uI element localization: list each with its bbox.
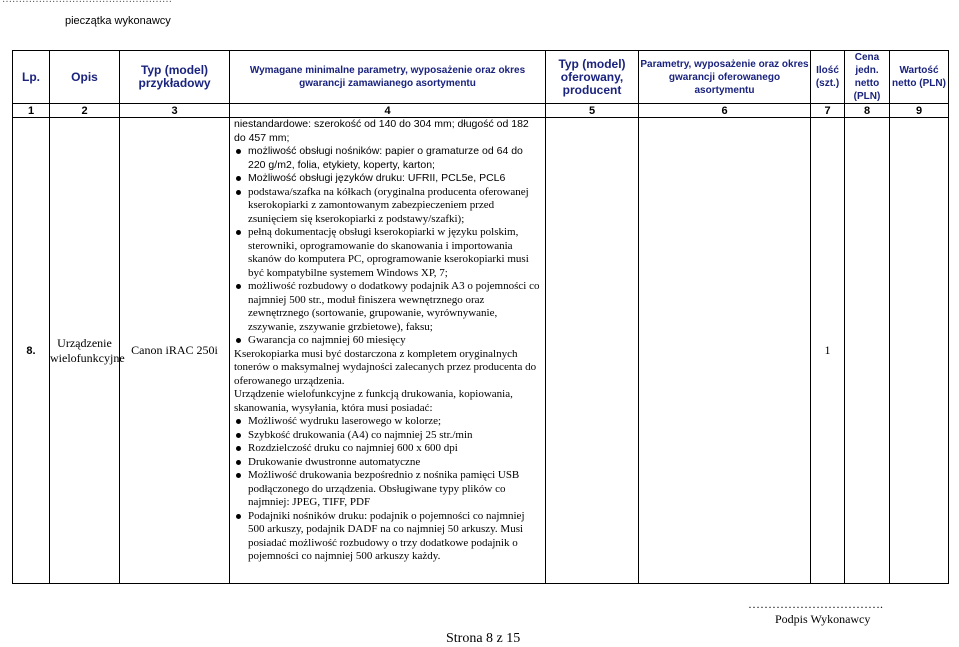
- column-number-row: [13, 104, 949, 118]
- bullet-item: możliwość obsługi nośników: papier o gramaturze od 64 do 220 g/m2, folia, etykiety, koperty, karton;: [234, 145, 541, 172]
- row-opis: Urządzenie wielofunkcyjne: [50, 118, 120, 584]
- column-number: 8: [845, 104, 890, 118]
- top-dotted-line: [2, 0, 172, 5]
- description-paragraph: niestandardowe: szerokość od 140 do 304 mm; długość od 182 do 457 mm;: [234, 118, 529, 144]
- bullet-item: możliwość rozbudowy o dodatkowy podajnik A3 o pojemności co najmniej 500 str., moduł finiszera wewnętrznego oraz zewnętrznego (sortowanie, grupowanie, wyrównywanie, zszywanie, zszywanie grzbietowe), faksu;: [234, 280, 541, 334]
- header-row: [13, 51, 949, 104]
- bullet-item: Szybkość drukowania (A4) co najmniej 25 str./min: [234, 429, 541, 443]
- bullet-item: Możliwość obsługi języków druku: UFRII, PCL5e, PCL6: [234, 172, 541, 186]
- specification-table: [12, 50, 949, 584]
- description-paragraph: Kserokopiarka musi być dostarczona z kompletem oryginalnych tonerów o maksymalnej wydajności zalecanych przez producenta do oferowanego urządzenia.: [234, 347, 537, 387]
- bullet-item: Rozdzielczość druku co najmniej 600 x 600 dpi: [234, 442, 541, 456]
- stamp-label: pieczątka wykonawcy: [65, 15, 171, 27]
- column-number: 1: [13, 104, 50, 118]
- column-number: 9: [890, 104, 949, 118]
- column-number: 5: [546, 104, 639, 118]
- bullet-item: Możliwość drukowania bezpośrednio z nośnika pamięci USB podłączonego do urządzenia. Obsługiwane typy plików co najmniej: JPEG, TIFF, PDF: [234, 469, 541, 510]
- row-ilosc: 1: [811, 118, 845, 584]
- bullet-item: Możliwość wydruku laserowego w kolorze;: [234, 415, 541, 429]
- row-wymagane-parametry: [230, 118, 546, 584]
- description-paragraph: Urządzenie wielofunkcyjne z funkcją drukowania, kopiowania, skanowania, wysyłania, która musi posiadać:: [234, 388, 513, 414]
- bullet-item: Gwarancja co najmniej 60 miesięcy: [234, 334, 541, 348]
- description-list: [234, 118, 541, 564]
- bullet-item: Drukowanie dwustronne automatyczne: [234, 456, 541, 470]
- header-wymagane-parametry: Wymagane minimalne parametry, wyposażenie oraz okres gwarancji zamawianego asortymentu: [230, 51, 546, 104]
- header-lp: Lp.: [13, 51, 50, 104]
- row-typ-oferowany[interactable]: [546, 118, 639, 584]
- header-opis: Opis: [50, 51, 120, 104]
- row-wartosc[interactable]: [890, 118, 949, 584]
- header-parametry-oferowane: Parametry, wyposażenie oraz okres gwarancji oferowanego asortymentu: [639, 51, 811, 104]
- row-lp: 8.: [13, 118, 50, 584]
- header-wartosc: Wartość netto (PLN): [890, 51, 949, 104]
- column-number: 2: [50, 104, 120, 118]
- bullet-item: Podajniki nośników druku: podajnik o pojemności co najmniej 500 arkuszy, podajnik DADF na co najmniej 50 arkuszy. Musi posiadać możliwość rozbudowy o trzy dodatkowe podajnik o pojemności co najmniej 500 arkuszy każdy.: [234, 510, 541, 564]
- row-typ-przykladowy: Canon iRAC 250i: [120, 118, 230, 584]
- bullet-item: podstawa/szafka na kółkach (oryginalna producenta oferowanej kserokopiarki z zamontowanym zabezpieczeniem przed zsunięciem się kserokopiarki z podstawy/szafki);: [234, 186, 541, 227]
- header-ilosc: Ilość (szt.): [811, 51, 845, 104]
- header-typ-przykladowy: Typ (model) przykładowy: [120, 51, 230, 104]
- header-cena-jedn: Cena jedn. netto (PLN): [845, 51, 890, 104]
- column-number: 6: [639, 104, 811, 118]
- signature-dots: …………………………….: [748, 597, 883, 611]
- column-number: 7: [811, 104, 845, 118]
- bullet-item: pełną dokumentację obsługi kserokopiarki w języku polskim, sterowniki, oprogramowanie do skanowania i importowania skanów do komputera PC, oprogramowanie kserokopiarki musi być kompatybilne systemem Windows XP, 7;: [234, 226, 541, 280]
- table-row: [13, 118, 949, 584]
- header-typ-oferowany: Typ (model) oferowany, producent: [546, 51, 639, 104]
- row-parametry-oferowane[interactable]: [639, 118, 811, 584]
- row-cena-jedn[interactable]: [845, 118, 890, 584]
- column-number: 3: [120, 104, 230, 118]
- signature-label: Podpis Wykonawcy: [775, 612, 871, 626]
- page-number: Strona 8 z 15: [446, 631, 521, 646]
- column-number: 4: [230, 104, 546, 118]
